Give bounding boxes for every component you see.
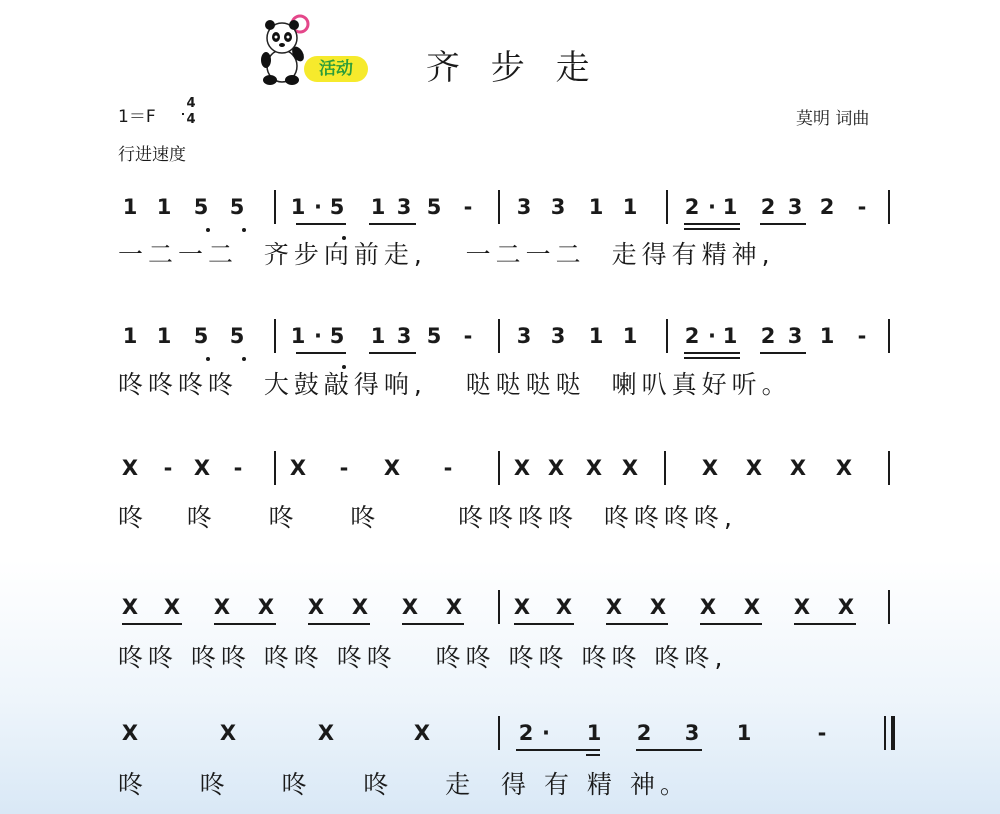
- note: 5: [229, 195, 245, 219]
- note: -: [463, 324, 473, 348]
- beam-line: [684, 223, 740, 225]
- note: 5: [329, 195, 345, 219]
- note: -: [339, 456, 349, 480]
- note: -: [857, 195, 867, 219]
- tempo-marking: 行进速度: [118, 145, 186, 165]
- note: 3: [516, 195, 532, 219]
- note: 2: [819, 195, 835, 219]
- note: X: [257, 595, 275, 619]
- note: X: [835, 456, 853, 480]
- note: X: [213, 595, 231, 619]
- note: X: [121, 595, 139, 619]
- note: 3: [684, 721, 700, 745]
- lyric-line-1: 一二一二 齐步向前走, 一二一二 走得有精神,: [118, 240, 775, 269]
- note: X: [413, 721, 431, 745]
- note: 1: [622, 195, 638, 219]
- beam-line: [296, 352, 346, 354]
- time-signature: [182, 96, 200, 128]
- beam-line: [514, 623, 574, 625]
- note: X: [621, 456, 639, 480]
- note: 2: [684, 324, 700, 348]
- octave-dot: [206, 357, 210, 361]
- note: 5: [229, 324, 245, 348]
- note: X: [513, 595, 531, 619]
- note: 1: [122, 324, 138, 348]
- note: 3: [787, 324, 803, 348]
- note: 5: [193, 324, 209, 348]
- note: 1: [722, 195, 738, 219]
- key-signature: 1＝F: [118, 107, 156, 127]
- note: ·: [708, 195, 716, 219]
- note: X: [743, 595, 761, 619]
- note: 1: [290, 195, 306, 219]
- note: X: [121, 456, 139, 480]
- note: X: [837, 595, 855, 619]
- beam-line: [760, 352, 806, 354]
- lyric-line-5: 咚 咚 咚 咚 走 得 有 精 神。: [118, 770, 690, 799]
- note: X: [555, 595, 573, 619]
- octave-dot: [242, 357, 246, 361]
- bar-line: [884, 716, 886, 750]
- note: 1: [156, 324, 172, 348]
- note: 2: [518, 721, 534, 745]
- beam-line: [684, 228, 740, 230]
- note: 3: [396, 324, 412, 348]
- time-signature-top: 4: [186, 96, 196, 111]
- beam-line: [308, 623, 370, 625]
- beam-line: [760, 223, 806, 225]
- bar-line: [888, 451, 890, 485]
- note: 2: [636, 721, 652, 745]
- time-signature-bar: [182, 113, 184, 115]
- note: X: [289, 456, 307, 480]
- beam-line: [402, 623, 464, 625]
- note: X: [121, 721, 139, 745]
- bar-line: [888, 190, 890, 224]
- note: -: [463, 195, 473, 219]
- bar-line: [498, 190, 500, 224]
- panda-mascot-icon: [258, 14, 310, 86]
- bar-line: [888, 590, 890, 624]
- note: 2: [684, 195, 700, 219]
- note: 1: [370, 324, 386, 348]
- note: 1: [586, 721, 602, 745]
- bar-line: [888, 319, 890, 353]
- note: 1: [722, 324, 738, 348]
- note: 1: [819, 324, 835, 348]
- bar-line: [664, 451, 666, 485]
- note: X: [547, 456, 565, 480]
- note: X: [193, 456, 211, 480]
- note: X: [401, 595, 419, 619]
- note: 5: [426, 324, 442, 348]
- bar-line: [498, 590, 500, 624]
- note: X: [793, 595, 811, 619]
- lyric-line-2: 咚咚咚咚 大鼓敲得响, 哒哒哒哒 喇叭真好听。: [118, 370, 792, 399]
- note: X: [745, 456, 763, 480]
- note: -: [443, 456, 453, 480]
- activity-badge: 活动: [304, 56, 368, 82]
- note: X: [701, 456, 719, 480]
- note: 5: [329, 324, 345, 348]
- note: X: [445, 595, 463, 619]
- octave-dot: [342, 365, 346, 369]
- bar-line: [666, 319, 668, 353]
- note: ·: [542, 721, 550, 745]
- note: X: [649, 595, 667, 619]
- bar-line: [274, 451, 276, 485]
- author-credit: 莫明 词曲: [796, 109, 870, 129]
- note: X: [219, 721, 237, 745]
- bar-line: [274, 319, 276, 353]
- note: 3: [550, 324, 566, 348]
- lyric-line-4: 咚咚 咚咚 咚咚 咚咚 咚咚 咚咚 咚咚 咚咚,: [118, 643, 728, 672]
- note: 1: [156, 195, 172, 219]
- bar-line: [498, 319, 500, 353]
- note: 2: [760, 324, 776, 348]
- note: X: [605, 595, 623, 619]
- bar-line: [274, 190, 276, 224]
- beam-line: [700, 623, 762, 625]
- note: X: [513, 456, 531, 480]
- note: 3: [396, 195, 412, 219]
- beam-line: [586, 754, 600, 756]
- note: 1: [290, 324, 306, 348]
- bar-line: [666, 190, 668, 224]
- note: X: [383, 456, 401, 480]
- note: ·: [314, 195, 322, 219]
- note: 3: [787, 195, 803, 219]
- note: 1: [588, 324, 604, 348]
- beam-line: [606, 623, 668, 625]
- note: 1: [122, 195, 138, 219]
- note: 1: [736, 721, 752, 745]
- beam-line: [636, 749, 702, 751]
- octave-dot: [242, 228, 246, 232]
- note: X: [307, 595, 325, 619]
- bar-line: [498, 716, 500, 750]
- beam-line: [214, 623, 276, 625]
- note: -: [163, 456, 173, 480]
- note: X: [317, 721, 335, 745]
- note: 2: [760, 195, 776, 219]
- beam-line: [369, 352, 416, 354]
- octave-dot: [206, 228, 210, 232]
- note: 3: [550, 195, 566, 219]
- note: 5: [426, 195, 442, 219]
- beam-line: [122, 623, 182, 625]
- beam-line: [296, 223, 346, 225]
- note: X: [163, 595, 181, 619]
- bar-line: [891, 716, 895, 750]
- song-title: 齐 步 走: [426, 48, 600, 88]
- note: 1: [370, 195, 386, 219]
- note: 1: [622, 324, 638, 348]
- beam-line: [369, 223, 416, 225]
- lyric-line-3: 咚 咚 咚 咚 咚咚咚咚 咚咚咚咚,: [118, 503, 737, 532]
- note: -: [817, 721, 827, 745]
- note: ·: [708, 324, 716, 348]
- note: -: [857, 324, 867, 348]
- beam-line: [586, 749, 600, 751]
- note: X: [351, 595, 369, 619]
- beam-line: [684, 357, 740, 359]
- time-signature-bottom: 4: [186, 112, 196, 127]
- note: 5: [193, 195, 209, 219]
- note: 3: [516, 324, 532, 348]
- beam-line: [684, 352, 740, 354]
- note: 1: [588, 195, 604, 219]
- note: X: [699, 595, 717, 619]
- beam-line: [794, 623, 856, 625]
- note: ·: [314, 324, 322, 348]
- note: -: [233, 456, 243, 480]
- note: X: [585, 456, 603, 480]
- note: X: [789, 456, 807, 480]
- bar-line: [498, 451, 500, 485]
